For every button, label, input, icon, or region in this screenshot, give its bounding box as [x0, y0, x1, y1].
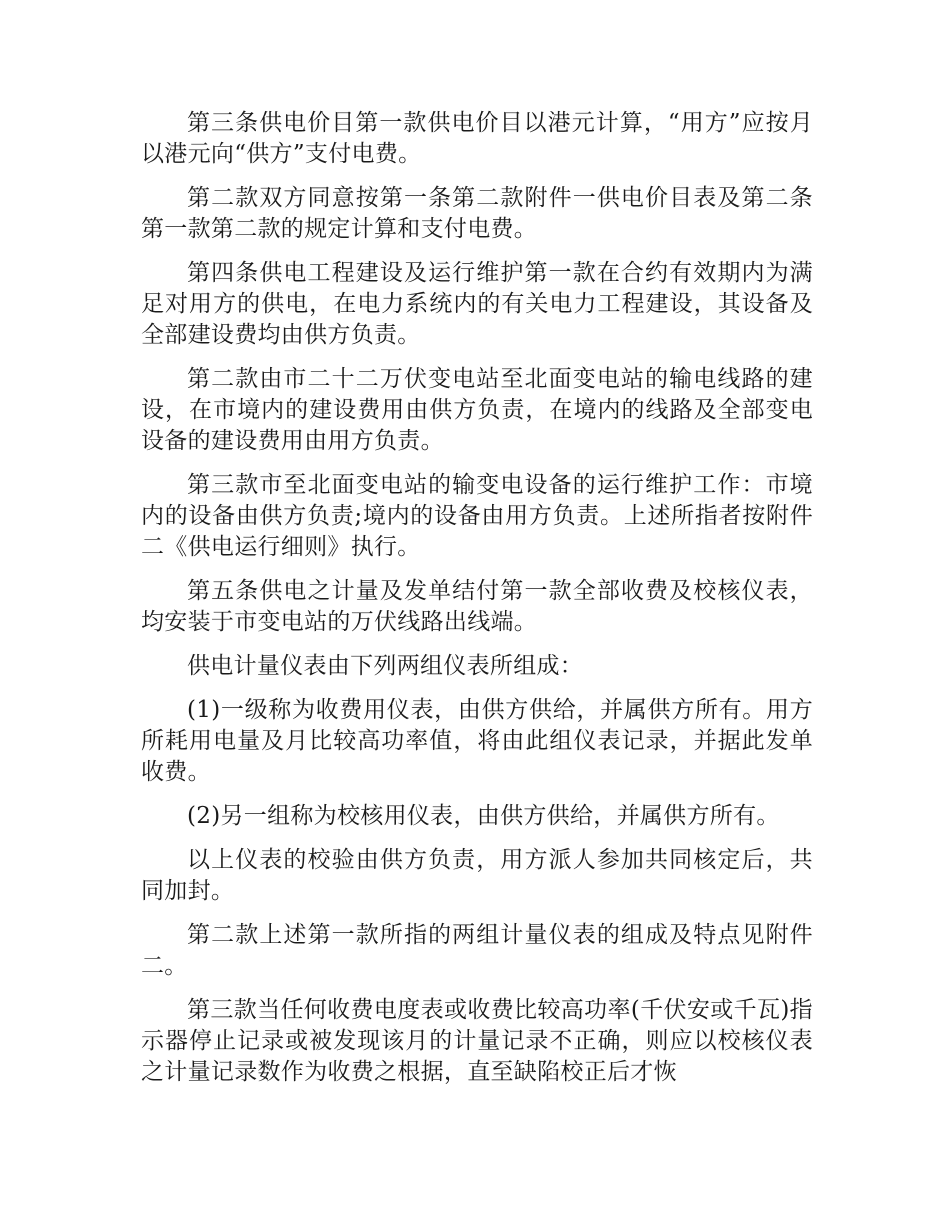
paragraph-article-3-price: 第三条供电价目第一款供电价目以港元计算，“用方”应按月以港元向“供方”支付电费。	[141, 110, 813, 167]
paragraph-meter-group-2: (2)另一组称为校核用仪表，由供方供给，并属供方所有。	[187, 803, 780, 829]
paragraph-article-4-clause-3: 第三款市至北面变电站的输变电设备的运行维护工作：市境内的设备由供方负责;境内的设备由用方负责。上述所指者按附件二《供电运行细则》执行。	[141, 472, 813, 560]
paragraph-article-4-construction: 第四条供电工程建设及运行维护第一款在合约有效期内为满足对用方的供电，在电力系统内的有关电力工程建设，其设备及全部建设费均由供方负责。	[141, 260, 813, 348]
paragraph-article-5-clause-2: 第二款上述第一款所指的两组计量仪表的组成及特点见附件二。	[141, 922, 813, 979]
document-body	[141, 108, 813, 1101]
paragraph-meter-calibration: 以上仪表的校验由供方负责，用方派人参加共同核定后，共同加封。	[141, 847, 813, 904]
paragraph-article-5-metering: 第五条供电之计量及发单结付第一款全部收费及校核仪表，均安装于市变电站的万伏线路出线端。	[141, 578, 813, 635]
paragraph-article-4-clause-2: 第二款由市二十二万伏变电站至北面变电站的输电线路的建设，在市境内的建设费用由供方负责，在境内的线路及全部变电设备的建设费用由用方负责。	[141, 366, 813, 454]
paragraph-meter-groups: 供电计量仪表由下列两组仪表所组成：	[187, 653, 584, 679]
paragraph-article-3-clause-2: 第二款双方同意按第一条第二款附件一供电价目表及第二条第一款第二款的规定计算和支付电费。	[141, 185, 813, 242]
paragraph-meter-group-1: (1)一级称为收费用仪表，由供方供给，并属供方所有。用方所耗用电量及月比较高功率值，将由此组仪表记录，并据此发单收费。	[141, 697, 813, 785]
paragraph-article-5-clause-3: 第三款当任何收费电度表或收费比较高功率(千伏安或千瓦)指示器停止记录或被发现该月的计量记录不正确，则应以校核仪表之计量记录数作为收费之根据，直至缺陷校正后才恢	[141, 997, 813, 1085]
